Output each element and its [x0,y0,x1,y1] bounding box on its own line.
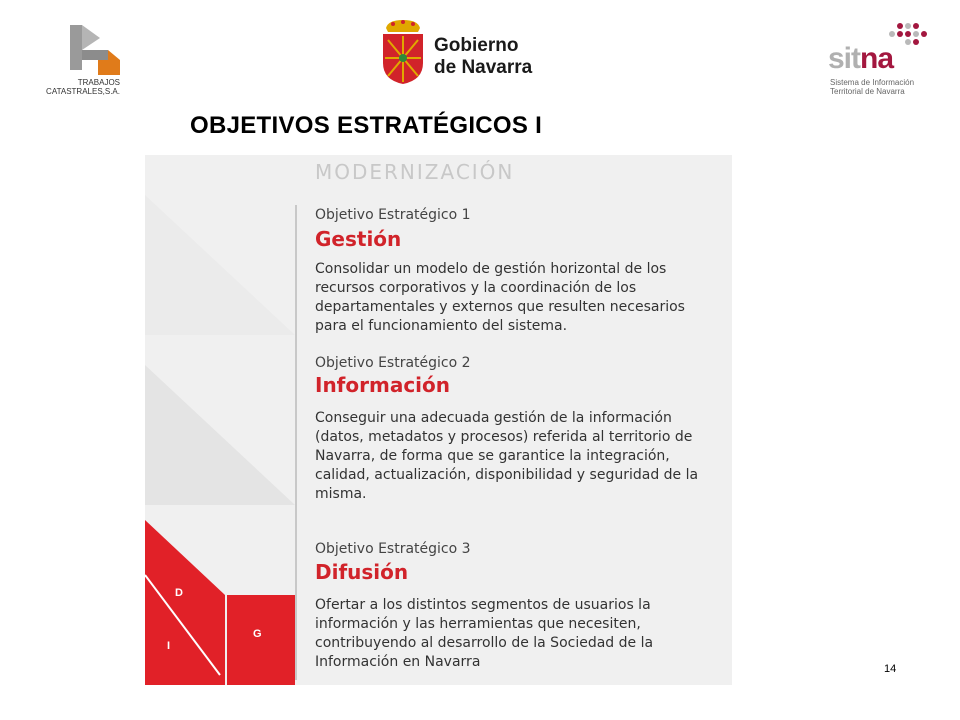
sitna-subtitle-line-2: Territorial de Navarra [830,87,905,96]
objective-1-label: Objetivo Estratégico 1 [315,207,471,223]
objective-1-name: Gestión [315,227,402,251]
objective-3-description: Ofertar a los distintos segmentos de usuarios la información y las herramientas que necesiten, contribuyendo al desarrollo de la Sociedad de la Información en Navarra [315,597,654,670]
gobierno-navarra-text [434,35,532,79]
square-label-g: G [253,628,262,640]
navarra-coat-of-arms-icon [378,18,428,88]
objective-3-label: Objetivo Estratégico 3 [315,541,471,557]
sitna-subtitle [830,78,940,96]
objective-2-name: Información [315,373,451,397]
triangle-label-i: I [167,640,171,652]
sitna-subtitle-line-1: Sistema de Información [830,78,915,87]
gobierno-line-2: de Navarra [434,57,533,78]
trabajos-catastrales-logo [20,20,125,95]
objective-2-description: Conseguir una adecuada gestión de la información (datos, metadatos y procesos) referida al territorio de Navarra, de forma que se garantice la integración, calidad, actualización, disponibilidad y seguridad de la misma. [315,410,699,502]
sitna-logo [820,20,938,100]
section-header: MODERNIZACIÓN [315,160,515,184]
objectives-panel [145,155,732,685]
triangle-label-d: D [175,587,183,599]
gobierno-navarra-logo [378,18,548,88]
page-title: OBJETIVOS ESTRATÉGICOS I [190,112,543,139]
page-number: 14 [884,663,897,675]
panel-divider [295,205,297,680]
pyramid-diagram [145,155,305,685]
gobierno-line-1: Gobierno [434,35,519,56]
objective-1-description: Consolidar un modelo de gestión horizontal de los recursos corporativos y la coordinación de los departamentales y externos que resulten necesarios para el funcionamiento del sistema. [315,261,685,334]
objective-2-label: Objetivo Estratégico 2 [315,355,471,371]
trabajos-catastrales-emblem-icon [20,20,125,80]
trabajos-catastrales-text: TRABAJOS CATASTRALES,S.A. [46,78,120,96]
sitna-wordmark [828,42,893,76]
square-g [227,595,295,685]
objective-3-name: Difusión [315,560,409,584]
sitna-suffix: na [860,42,894,75]
sitna-prefix: sit [828,42,861,75]
